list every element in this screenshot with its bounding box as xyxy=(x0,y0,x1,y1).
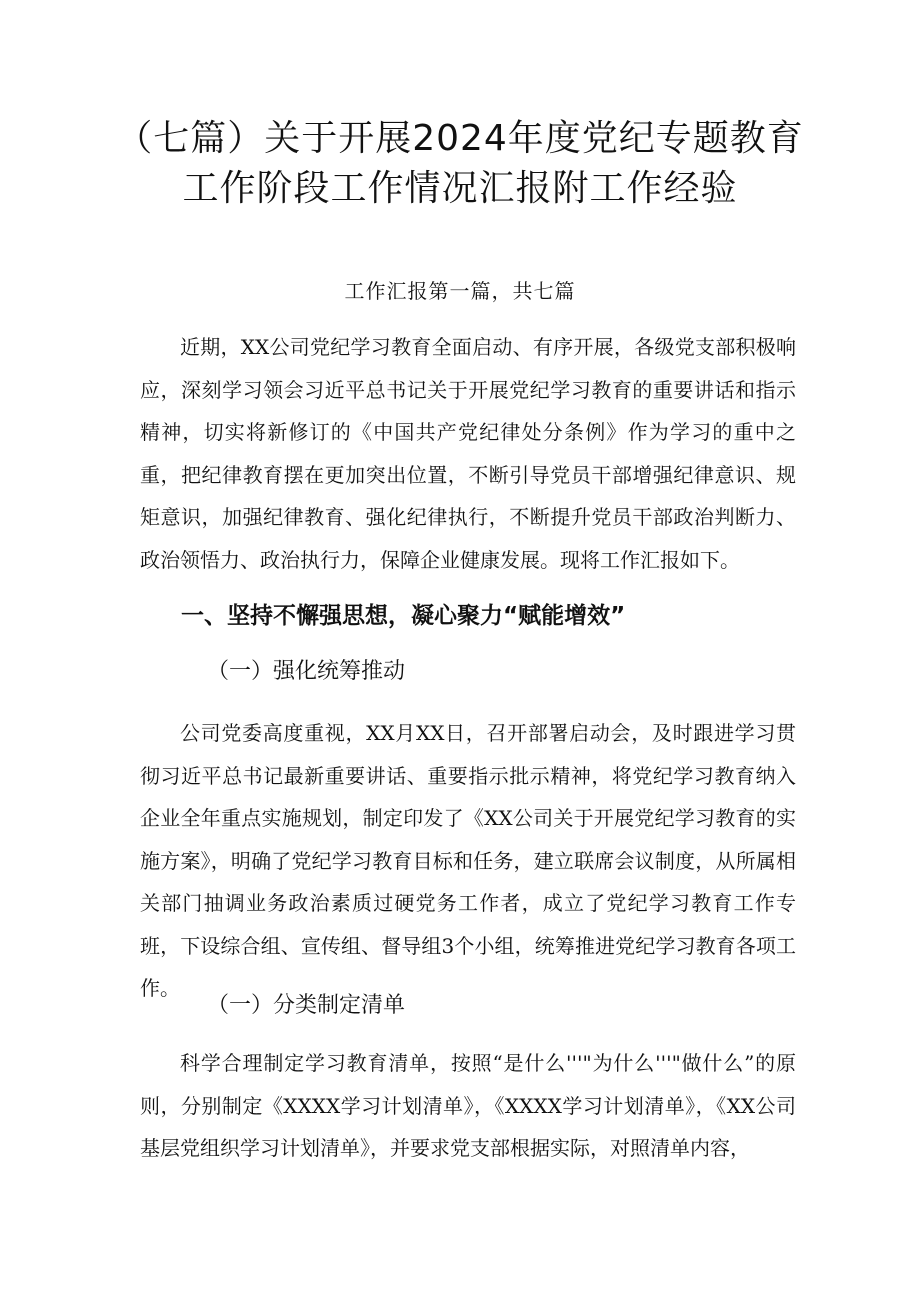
subsection-1-paragraph: 公司党委高度重视，XX月XX日，召开部署启动会，及时跟进学习贯彻习近平总书记最新重要讲话、重要指示批示精神，将党纪学习教育纳入企业全年重点实施规划，制定印发了《XX公司关于开展党纪学习教育的实施方案》，明确了党纪学习教育目标和任务，建立联席会议制度，从所属相关部门抽调业务政治素质过硬党务工作者，成立了党纪学习教育工作专班，下设综合组、宣传组、督导组3个小组，统筹推进党纪学习教育各项工作。 xyxy=(140,721,796,1000)
document-subtitle: 工作汇报第一篇，共七篇 xyxy=(344,279,576,303)
intro-paragraph: 近期，XX公司党纪学习教育全面启动、有序开展，各级党支部积极响应，深刻学习领会习近平总书记关于开展党纪学习教育的重要讲话和指示精神，切实将新修订的《中国共产党纪律处分条例》作为学习的重中之重，把纪律教育摆在更加突出位置，不断引导党员干部增强纪律意识、规矩意识，加强纪律教育、强化纪律执行，不断提升党员干部政治判断力、政治领悟力、政治执行力，保障企业健康发展。现将工作汇报如下。 xyxy=(140,335,796,572)
subsection-2-heading: （一）分类制定清单 xyxy=(207,993,406,1018)
section-1-heading: 一、坚持不懈强思想，凝心聚力“赋能增效” xyxy=(181,603,626,629)
document-title-line-1: （七篇）关于开展2024年度党纪专题教育 xyxy=(116,118,804,159)
subsection-1-heading: （一）强化统筹推动 xyxy=(207,659,406,684)
subsection-2-paragraph: 科学合理制定学习教育清单，按照“是什么'''"为什么'''"做什么”的原则，分别制定《XXXX学习计划清单》，《XXXX学习计划清单》，《XX公司基层党组织学习计划清单》，并要求党支部根据实际，对照清单内容， xyxy=(140,1051,796,1160)
document-title-line-2: 工作阶段工作情况汇报附工作经验 xyxy=(182,168,738,209)
